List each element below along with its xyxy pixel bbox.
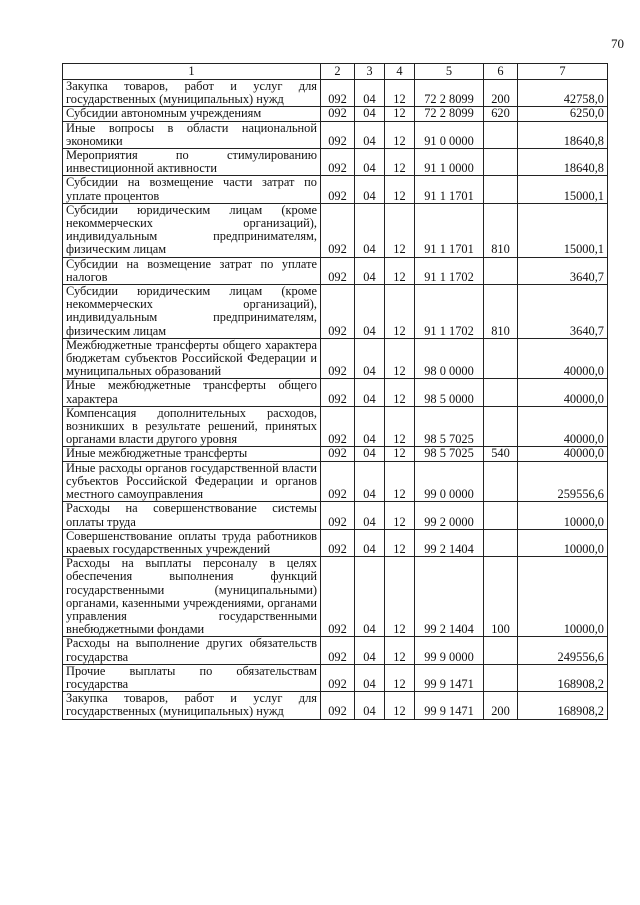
cell-subsection: 12 [385, 203, 415, 257]
table-row [63, 529, 608, 556]
cell-department: 092 [321, 461, 355, 502]
cell-name: Расходы на выплаты персоналу в целях обеспечения выполнения функций государственными (муниципальными) органами, казенными учреждениями, органами управления государственными внебюджетными фондами [63, 557, 321, 637]
table-row [63, 176, 608, 203]
cell-amount: 259556,6 [518, 461, 608, 502]
cell-amount: 10000,0 [518, 557, 608, 637]
cell-expense-type: 620 [484, 107, 518, 121]
cell-target-article: 91 1 1701 [415, 203, 484, 257]
cell-name: Иные межбюджетные трансферты [63, 447, 321, 461]
cell-department: 092 [321, 80, 355, 107]
table-row [63, 461, 608, 502]
cell-section: 04 [355, 80, 385, 107]
header-col-3: 3 [355, 64, 385, 80]
cell-expense-type: 540 [484, 447, 518, 461]
cell-section: 04 [355, 529, 385, 556]
cell-department: 092 [321, 176, 355, 203]
cell-department: 092 [321, 121, 355, 148]
cell-expense-type: 200 [484, 80, 518, 107]
cell-subsection: 12 [385, 461, 415, 502]
cell-expense-type: 100 [484, 557, 518, 637]
cell-amount: 3640,7 [518, 285, 608, 339]
cell-expense-type [484, 529, 518, 556]
cell-department: 092 [321, 637, 355, 664]
cell-department: 092 [321, 406, 355, 447]
cell-subsection: 12 [385, 557, 415, 637]
cell-subsection: 12 [385, 149, 415, 176]
cell-target-article: 99 2 1404 [415, 557, 484, 637]
table-row [63, 338, 608, 379]
cell-amount: 18640,8 [518, 121, 608, 148]
cell-target-article: 99 9 1471 [415, 692, 484, 719]
cell-section: 04 [355, 692, 385, 719]
cell-section: 04 [355, 406, 385, 447]
cell-amount: 18640,8 [518, 149, 608, 176]
cell-amount: 6250,0 [518, 107, 608, 121]
cell-amount: 249556,6 [518, 637, 608, 664]
cell-amount: 42758,0 [518, 80, 608, 107]
cell-target-article: 99 9 1471 [415, 664, 484, 691]
cell-target-article: 98 5 7025 [415, 447, 484, 461]
cell-section: 04 [355, 285, 385, 339]
table-row [63, 149, 608, 176]
cell-expense-type: 200 [484, 692, 518, 719]
cell-subsection: 12 [385, 80, 415, 107]
cell-expense-type [484, 338, 518, 379]
header-col-4: 4 [385, 64, 415, 80]
cell-target-article: 72 2 8099 [415, 107, 484, 121]
cell-name: Мероприятия по стимулированию инвестиционной активности [63, 149, 321, 176]
cell-department: 092 [321, 529, 355, 556]
cell-subsection: 12 [385, 176, 415, 203]
cell-subsection: 12 [385, 379, 415, 406]
budget-table [62, 63, 608, 720]
cell-department: 092 [321, 203, 355, 257]
cell-section: 04 [355, 637, 385, 664]
cell-subsection: 12 [385, 637, 415, 664]
cell-section: 04 [355, 447, 385, 461]
cell-subsection: 12 [385, 257, 415, 284]
cell-expense-type [484, 637, 518, 664]
cell-name: Иные расходы органов государственной власти субъектов Российской Федерации и органов местного самоуправления [63, 461, 321, 502]
cell-section: 04 [355, 203, 385, 257]
cell-department: 092 [321, 379, 355, 406]
table-row [63, 557, 608, 637]
cell-section: 04 [355, 502, 385, 529]
cell-department: 092 [321, 447, 355, 461]
table-row [63, 257, 608, 284]
header-col-6: 6 [484, 64, 518, 80]
header-col-1: 1 [63, 64, 321, 80]
cell-amount: 40000,0 [518, 447, 608, 461]
table-row [63, 285, 608, 339]
cell-subsection: 12 [385, 692, 415, 719]
cell-target-article: 91 0 0000 [415, 121, 484, 148]
header-col-7: 7 [518, 64, 608, 80]
cell-section: 04 [355, 461, 385, 502]
table-row [63, 447, 608, 461]
cell-name: Компенсация дополнительных расходов, возникших в результате решений, принятых органами власти другого уровня [63, 406, 321, 447]
cell-target-article: 98 5 0000 [415, 379, 484, 406]
cell-expense-type: 810 [484, 285, 518, 339]
table-row [63, 121, 608, 148]
cell-target-article: 91 1 1702 [415, 257, 484, 284]
cell-amount: 168908,2 [518, 664, 608, 691]
table-row [63, 80, 608, 107]
cell-amount: 168908,2 [518, 692, 608, 719]
cell-section: 04 [355, 257, 385, 284]
cell-target-article: 99 0 0000 [415, 461, 484, 502]
cell-target-article: 98 5 7025 [415, 406, 484, 447]
header-col-5: 5 [415, 64, 484, 80]
cell-name: Закупка товаров, работ и услуг для государственных (муниципальных) нужд [63, 692, 321, 719]
cell-expense-type [484, 502, 518, 529]
cell-target-article: 99 9 0000 [415, 637, 484, 664]
cell-expense-type [484, 257, 518, 284]
cell-section: 04 [355, 107, 385, 121]
cell-name: Расходы на совершенствование системы оплаты труда [63, 502, 321, 529]
cell-amount: 40000,0 [518, 406, 608, 447]
cell-subsection: 12 [385, 664, 415, 691]
header-col-2: 2 [321, 64, 355, 80]
cell-section: 04 [355, 379, 385, 406]
cell-section: 04 [355, 149, 385, 176]
cell-subsection: 12 [385, 447, 415, 461]
cell-subsection: 12 [385, 107, 415, 121]
cell-department: 092 [321, 149, 355, 176]
cell-expense-type [484, 149, 518, 176]
cell-name: Субсидии на возмещение части затрат по уплате процентов [63, 176, 321, 203]
cell-subsection: 12 [385, 502, 415, 529]
cell-department: 092 [321, 664, 355, 691]
cell-amount: 40000,0 [518, 338, 608, 379]
table-body [63, 80, 608, 720]
cell-section: 04 [355, 121, 385, 148]
cell-target-article: 91 1 0000 [415, 149, 484, 176]
cell-target-article: 99 2 1404 [415, 529, 484, 556]
table-row [63, 203, 608, 257]
cell-section: 04 [355, 557, 385, 637]
cell-department: 092 [321, 338, 355, 379]
cell-department: 092 [321, 285, 355, 339]
cell-expense-type [484, 406, 518, 447]
table-row [63, 379, 608, 406]
cell-amount: 10000,0 [518, 502, 608, 529]
cell-target-article: 91 1 1701 [415, 176, 484, 203]
table-row [63, 107, 608, 121]
cell-target-article: 72 2 8099 [415, 80, 484, 107]
cell-name: Иные вопросы в области национальной экономики [63, 121, 321, 148]
cell-expense-type [484, 379, 518, 406]
page-number: 70 [611, 36, 624, 51]
cell-name: Межбюджетные трансферты общего характера бюджетам субъектов Российской Федерации и муниципальных образований [63, 338, 321, 379]
cell-department: 092 [321, 557, 355, 637]
cell-subsection: 12 [385, 406, 415, 447]
table-row [63, 692, 608, 719]
table-row [63, 637, 608, 664]
cell-amount: 10000,0 [518, 529, 608, 556]
cell-section: 04 [355, 176, 385, 203]
cell-name: Прочие выплаты по обязательствам государства [63, 664, 321, 691]
cell-subsection: 12 [385, 285, 415, 339]
cell-amount: 3640,7 [518, 257, 608, 284]
cell-expense-type [484, 121, 518, 148]
cell-department: 092 [321, 502, 355, 529]
cell-name: Закупка товаров, работ и услуг для государственных (муниципальных) нужд [63, 80, 321, 107]
cell-amount: 40000,0 [518, 379, 608, 406]
cell-name: Субсидии юридическим лицам (кроме некоммерческих организаций), индивидуальным предпринимателям, физическим лицам [63, 203, 321, 257]
header-row [63, 64, 608, 80]
cell-amount: 15000,1 [518, 203, 608, 257]
cell-department: 092 [321, 107, 355, 121]
cell-department: 092 [321, 692, 355, 719]
table-row [63, 502, 608, 529]
cell-expense-type: 810 [484, 203, 518, 257]
cell-subsection: 12 [385, 338, 415, 379]
cell-amount: 15000,1 [518, 176, 608, 203]
cell-name: Расходы на выполнение других обязательств государства [63, 637, 321, 664]
cell-target-article: 91 1 1702 [415, 285, 484, 339]
cell-department: 092 [321, 257, 355, 284]
cell-name: Субсидии юридическим лицам (кроме некоммерческих организаций), индивидуальным предпринимателям, физическим лицам [63, 285, 321, 339]
cell-name: Совершенствование оплаты труда работников краевых государственных учреждений [63, 529, 321, 556]
cell-target-article: 98 0 0000 [415, 338, 484, 379]
cell-name: Субсидии автономным учреждениям [63, 107, 321, 121]
cell-name: Субсидии на возмещение затрат по уплате налогов [63, 257, 321, 284]
cell-subsection: 12 [385, 121, 415, 148]
table-row [63, 664, 608, 691]
cell-expense-type [484, 176, 518, 203]
cell-name: Иные межбюджетные трансферты общего характера [63, 379, 321, 406]
cell-subsection: 12 [385, 529, 415, 556]
cell-target-article: 99 2 0000 [415, 502, 484, 529]
cell-expense-type [484, 664, 518, 691]
cell-expense-type [484, 461, 518, 502]
table-row [63, 406, 608, 447]
cell-section: 04 [355, 338, 385, 379]
cell-section: 04 [355, 664, 385, 691]
